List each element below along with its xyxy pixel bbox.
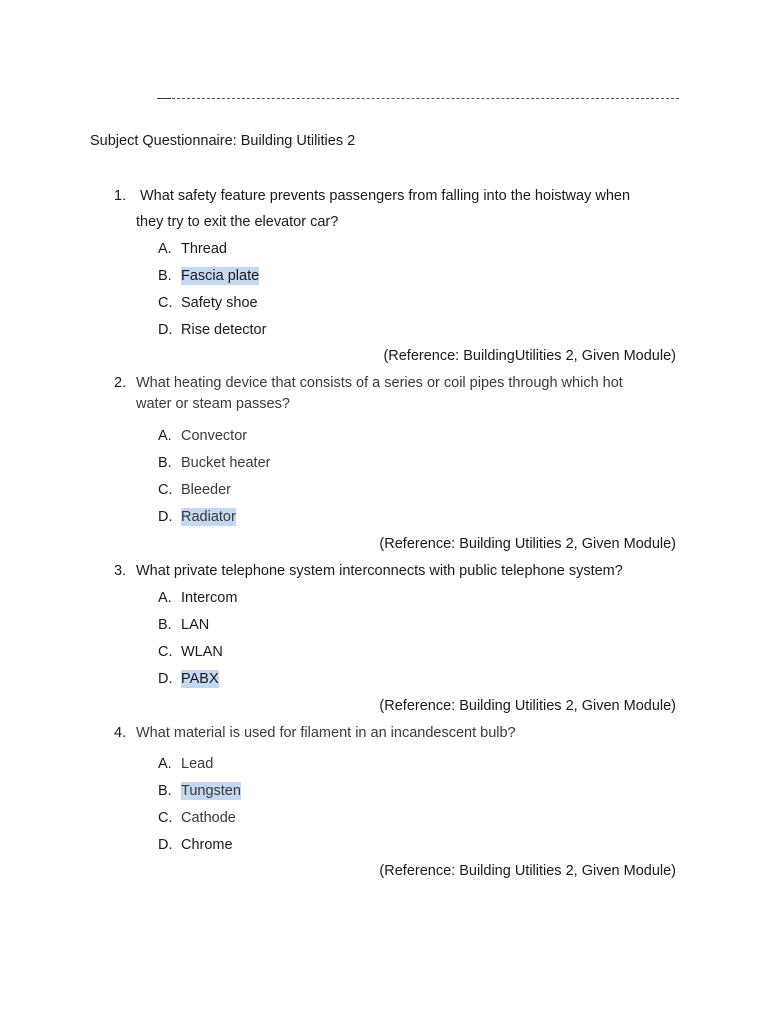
- reference-note: (Reference: Building Utilities 2, Given Module): [379, 536, 676, 552]
- question-text: water or steam passes?: [136, 396, 290, 412]
- question-text: What safety feature prevents passengers from falling into the hoistway when: [140, 188, 631, 204]
- option-text: Bucket heater: [181, 455, 271, 471]
- option-letter: B.: [158, 268, 172, 284]
- option-letter: A.: [158, 241, 172, 257]
- option-text-highlighted: Tungsten: [181, 783, 241, 799]
- question-text: What heating device that consists of a series or coil pipes through which hot: [136, 375, 623, 391]
- option-letter: C.: [158, 482, 173, 498]
- question-number: 4.: [114, 725, 127, 741]
- option-letter: A.: [158, 590, 172, 606]
- option-letter: C.: [158, 295, 173, 311]
- option-letter: B.: [158, 455, 172, 471]
- option-text: Intercom: [181, 590, 238, 606]
- question-number: 3.: [114, 563, 127, 579]
- option-text: WLAN: [181, 644, 223, 660]
- option-letter: B.: [158, 783, 172, 799]
- option-text: Chrome: [181, 837, 233, 853]
- option-text: Cathode: [181, 810, 236, 826]
- question-text: they try to exit the elevator car?: [136, 214, 339, 230]
- option-letter: B.: [158, 617, 172, 633]
- option-letter: C.: [158, 810, 173, 826]
- option-text-highlighted: PABX: [181, 671, 219, 687]
- option-text: Rise detector: [181, 322, 267, 338]
- question-number: 2.: [114, 375, 127, 391]
- option-text: LAN: [181, 617, 210, 633]
- reference-note: (Reference: Building Utilities 2, Given Module): [379, 863, 676, 879]
- option-text: Safety shoe: [181, 295, 258, 311]
- option-letter: C.: [158, 644, 173, 660]
- option-text-highlighted: Radiator: [181, 509, 236, 525]
- option-text: Thread: [181, 241, 227, 257]
- option-letter: D.: [158, 671, 173, 687]
- question-text: What private telephone system interconnects with public telephone system?: [136, 563, 623, 579]
- option-letter: A.: [158, 756, 172, 772]
- option-letter: D.: [158, 837, 173, 853]
- option-text: Lead: [181, 756, 214, 772]
- reference-note: (Reference: BuildingUtilities 2, Given Module): [383, 348, 676, 364]
- option-letter: A.: [158, 428, 172, 444]
- question-text: What material is used for filament in an incandescent bulb?: [136, 725, 516, 741]
- option-text: Convector: [181, 428, 248, 444]
- option-letter: D.: [158, 322, 173, 338]
- subject-title: Subject Questionnaire: Building Utilities 2: [90, 133, 356, 149]
- option-text: Bleeder: [181, 482, 231, 498]
- option-text-highlighted: Fascia plate: [181, 268, 260, 284]
- question-number: 1.: [114, 188, 127, 204]
- option-letter: D.: [158, 509, 173, 525]
- header-rule: [157, 98, 679, 99]
- reference-note: (Reference: Building Utilities 2, Given Module): [379, 698, 676, 714]
